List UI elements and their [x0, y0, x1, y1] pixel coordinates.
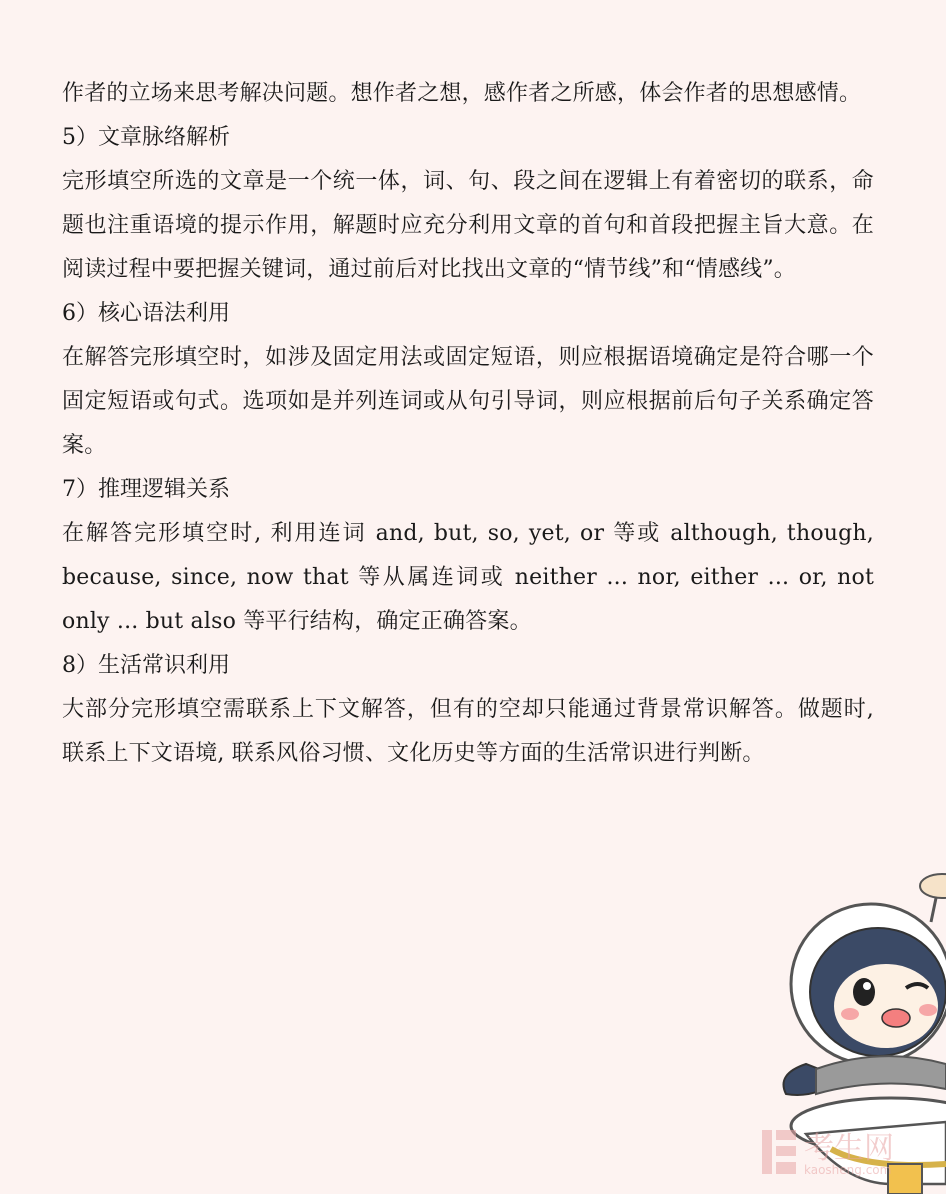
paragraph-section-6: 在解答完形填空时，如涉及固定用法或固定短语，则应根据语境确定是符合哪一个固定短语或句式。选项如是并列连词或从句引导词，则应根据前后句子关系确定答案。	[62, 345, 874, 458]
section-heading-5: 5）文章脉络解析	[62, 125, 230, 150]
watermark-brand-cn: 考生网	[804, 1131, 894, 1166]
paragraph-section-5: 完形填空所选的文章是一个统一体，词、句、段之间在逻辑上有着密切的联系，命题也注重语境的提示作用，解题时应充分利用文章的首句和首段把握主旨大意。在阅读过程中要把握关键词，通过前后对比找出文章的“情节线”和“情感线”。	[62, 169, 874, 282]
watermark-brand-en: kaosheng.com	[804, 1163, 892, 1177]
section-heading-8: 8）生活常识利用	[62, 653, 230, 678]
paragraph-section-8: 大部分完形填空需联系上下文解答，但有的空却只能通过背景常识解答。做题时, 联系上下文语境, 联系风俗习惯、文化历史等方面的生活常识进行判断。	[62, 697, 874, 766]
kaosheng-logo-icon	[760, 1126, 940, 1178]
article-body	[62, 72, 874, 776]
section-heading-6: 6）核心语法利用	[62, 301, 230, 326]
paragraph-section-7: 在解答完形填空时, 利用连词 and, but, so, yet, or 等或 although, though, because, since, now that 等从属连词或 neither ... nor, either ... or, not only ... but also 等平行结构，确定正确答案。	[62, 521, 874, 634]
paragraph-intro-continuation: 作者的立场来思考解决问题。想作者之想，感作者之所感，体会作者的思想感情。	[62, 81, 862, 106]
section-heading-7: 7）推理逻辑关系	[62, 477, 230, 502]
